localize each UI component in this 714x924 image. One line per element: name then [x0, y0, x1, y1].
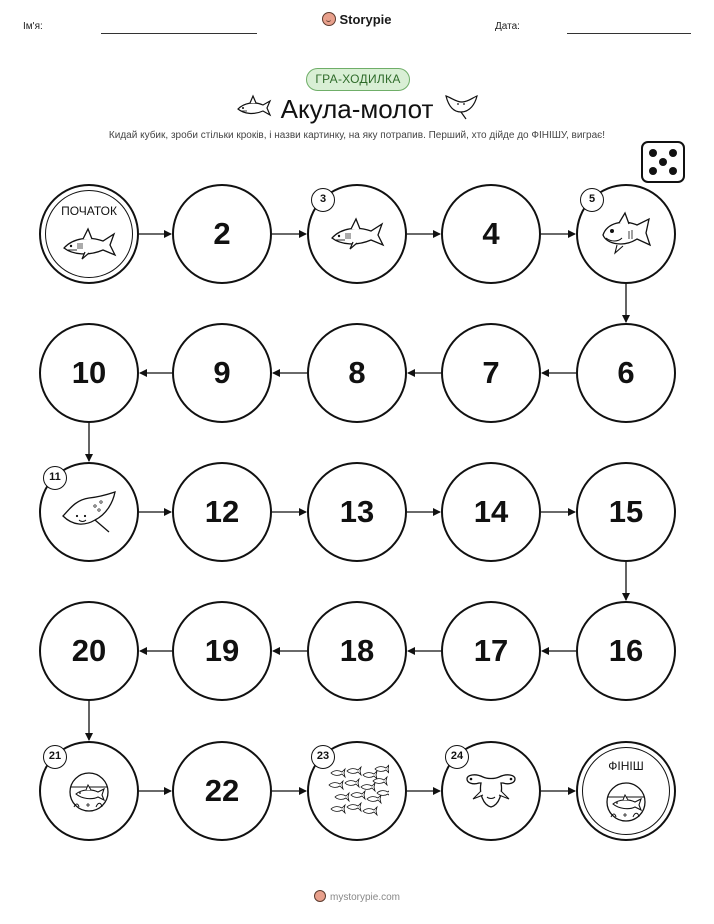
shark-icon [61, 224, 117, 269]
shark-icon [329, 214, 385, 259]
cell-number-badge: 23 [311, 745, 335, 769]
board-cell-2 [172, 184, 272, 284]
cell-number: 13 [339, 494, 375, 529]
board-cell-6 [576, 323, 676, 423]
cell-number: 12 [204, 494, 240, 529]
board-cell-20 [39, 601, 139, 701]
cell-number-badge: 3 [311, 188, 335, 212]
board-cell-7 [441, 323, 541, 423]
cartoon-shark-icon [599, 211, 653, 262]
board-cell-4 [441, 184, 541, 284]
board-cell-11 [39, 462, 139, 562]
cell-number-badge: 11 [43, 466, 67, 490]
date-label: Дата: [495, 21, 520, 32]
board-cell-23 [307, 741, 407, 841]
cell-number: 16 [608, 633, 644, 668]
shark-school-icon [325, 763, 389, 824]
cell-number-badge: 21 [43, 745, 67, 769]
aquarium-icon [603, 779, 649, 828]
board-cell-18 [307, 601, 407, 701]
cell-number: 4 [482, 216, 500, 251]
cell-number: 2 [213, 216, 231, 251]
cell-number: 19 [204, 633, 240, 668]
cell-number: 6 [617, 355, 635, 390]
board-cell-10 [39, 323, 139, 423]
board-cell-13 [307, 462, 407, 562]
cell-number: 7 [482, 355, 500, 390]
finish-label: ФІНІШ [608, 759, 644, 773]
board-cell-12 [172, 462, 272, 562]
board-cell-9 [172, 323, 272, 423]
board-cell-8 [307, 323, 407, 423]
cell-number: 10 [71, 355, 107, 390]
board-cell-14 [441, 462, 541, 562]
cell-number: 14 [473, 494, 509, 529]
cell-number: 18 [339, 633, 375, 668]
page-title: Акула-молот [280, 94, 434, 124]
name-label: Ім'я: [23, 21, 43, 32]
cell-number-badge: 24 [445, 745, 469, 769]
board-cell-17 [441, 601, 541, 701]
storypie-logo-icon [314, 890, 326, 902]
finish-cell [576, 741, 676, 841]
footer [0, 890, 714, 903]
board-cell-15 [576, 462, 676, 562]
cell-number: 17 [473, 633, 509, 668]
game-instructions: Кидай кубик, зроби стільки кроків, і назви картинку, на яку потрапив. Перший, хто дійде до ФІНІШУ, виграє! [108, 130, 606, 141]
start-label: ПОЧАТОК [61, 204, 117, 218]
stingray-icon [59, 488, 119, 541]
cell-number: 8 [348, 355, 366, 390]
cell-number: 22 [204, 773, 240, 808]
cell-number: 15 [608, 494, 644, 529]
board-cell-16 [576, 601, 676, 701]
board-cell-5 [576, 184, 676, 284]
game-type-badge: ГРА-ХОДИЛКА [306, 68, 410, 91]
cell-number-badge: 5 [580, 188, 604, 212]
cell-number: 20 [71, 633, 107, 668]
board-cell-21 [39, 741, 139, 841]
hammerhead-head-icon [463, 769, 519, 818]
start-cell [39, 184, 139, 284]
board-cell-3 [307, 184, 407, 284]
board-cell-22 [172, 741, 272, 841]
board-cell-24 [441, 741, 541, 841]
footer-site: mystorypie.com [329, 892, 400, 903]
brand-name: Storypie [339, 12, 392, 27]
aquarium-icon [66, 769, 112, 818]
cell-number: 9 [213, 355, 231, 390]
board-cell-19 [172, 601, 272, 701]
